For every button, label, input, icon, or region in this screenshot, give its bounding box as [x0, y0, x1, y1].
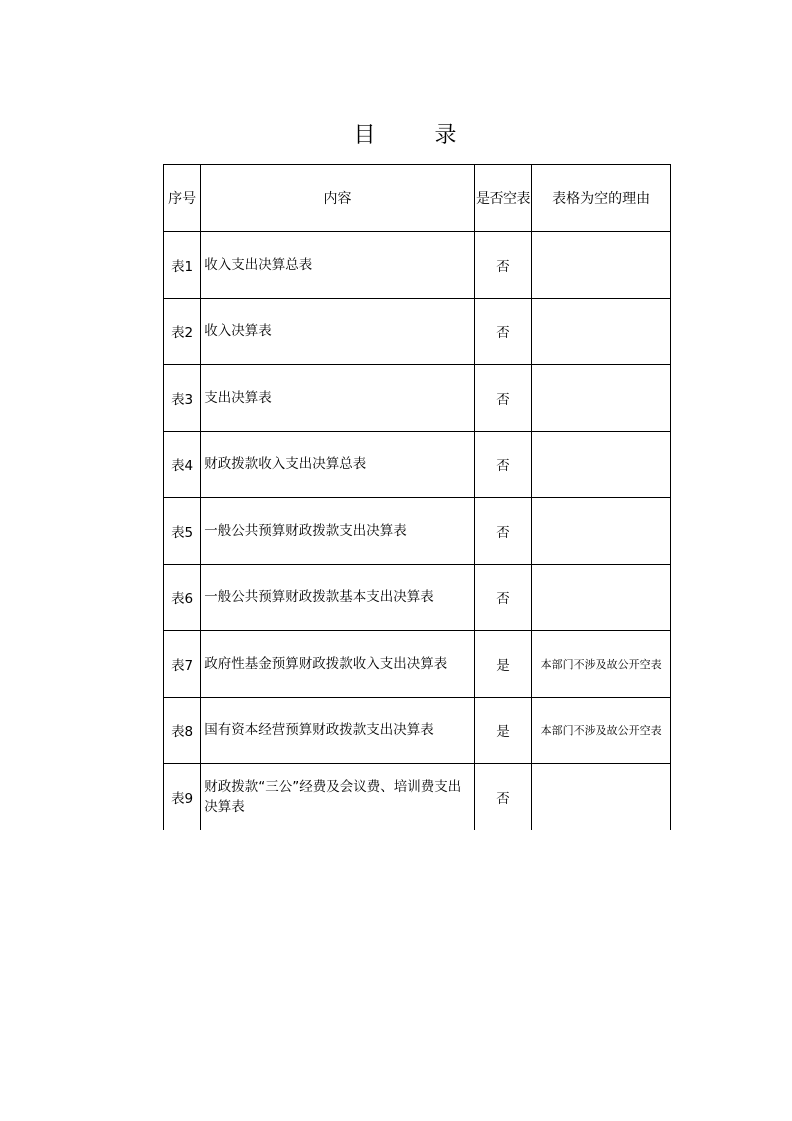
- row-is-empty: 否: [474, 232, 531, 299]
- page-title: 目 录: [353, 123, 483, 148]
- row-reason: [532, 764, 671, 830]
- row-is-empty: 否: [474, 764, 531, 830]
- row-reason: [532, 232, 671, 299]
- row-seq: 表1: [164, 232, 201, 299]
- table-header-row: [164, 165, 671, 232]
- row-reason: [532, 498, 671, 565]
- row-is-empty: 否: [474, 365, 531, 432]
- row-is-empty: 否: [474, 298, 531, 365]
- row-reason: 本部门不涉及故公开空表: [532, 631, 671, 698]
- row-content: 财政拨款“三公”经费及会议费、培训费支出决算表: [201, 764, 475, 830]
- row-seq: 表9: [164, 764, 201, 830]
- table-row: [164, 431, 671, 498]
- header-seq: 序号: [164, 165, 201, 232]
- row-content: 一般公共预算财政拨款基本支出决算表: [201, 564, 475, 631]
- row-is-empty: 否: [474, 498, 531, 565]
- row-content: 一般公共预算财政拨款支出决算表: [201, 498, 475, 565]
- toc-table: [163, 164, 671, 830]
- row-content: 财政拨款收入支出决算总表: [201, 431, 475, 498]
- row-is-empty: 否: [474, 431, 531, 498]
- row-seq: 表5: [164, 498, 201, 565]
- row-content: 国有资本经营预算财政拨款支出决算表: [201, 697, 475, 764]
- row-reason: [532, 365, 671, 432]
- row-reason: 本部门不涉及故公开空表: [532, 697, 671, 764]
- header-reason: 表格为空的理由: [532, 165, 671, 232]
- row-is-empty: 是: [474, 631, 531, 698]
- row-content: 支出决算表: [201, 365, 475, 432]
- row-seq: 表6: [164, 564, 201, 631]
- row-seq: 表4: [164, 431, 201, 498]
- table-row: [164, 298, 671, 365]
- table-row: [164, 498, 671, 565]
- table-row: [164, 365, 671, 432]
- row-reason: [532, 431, 671, 498]
- row-is-empty: 否: [474, 564, 531, 631]
- row-reason: [532, 564, 671, 631]
- row-content: 政府性基金预算财政拨款收入支出决算表: [201, 631, 475, 698]
- row-seq: 表3: [164, 365, 201, 432]
- header-content: 内容: [201, 165, 475, 232]
- row-content: 收入支出决算总表: [201, 232, 475, 299]
- row-content: 收入决算表: [201, 298, 475, 365]
- row-is-empty: 是: [474, 697, 531, 764]
- row-seq: 表2: [164, 298, 201, 365]
- table-row: [164, 764, 671, 830]
- header-is-empty: 是否空表: [474, 165, 531, 232]
- table-row: [164, 564, 671, 631]
- table-row: [164, 697, 671, 764]
- table-row: [164, 631, 671, 698]
- row-reason: [532, 298, 671, 365]
- row-seq: 表7: [164, 631, 201, 698]
- table-row: [164, 232, 671, 299]
- row-seq: 表8: [164, 697, 201, 764]
